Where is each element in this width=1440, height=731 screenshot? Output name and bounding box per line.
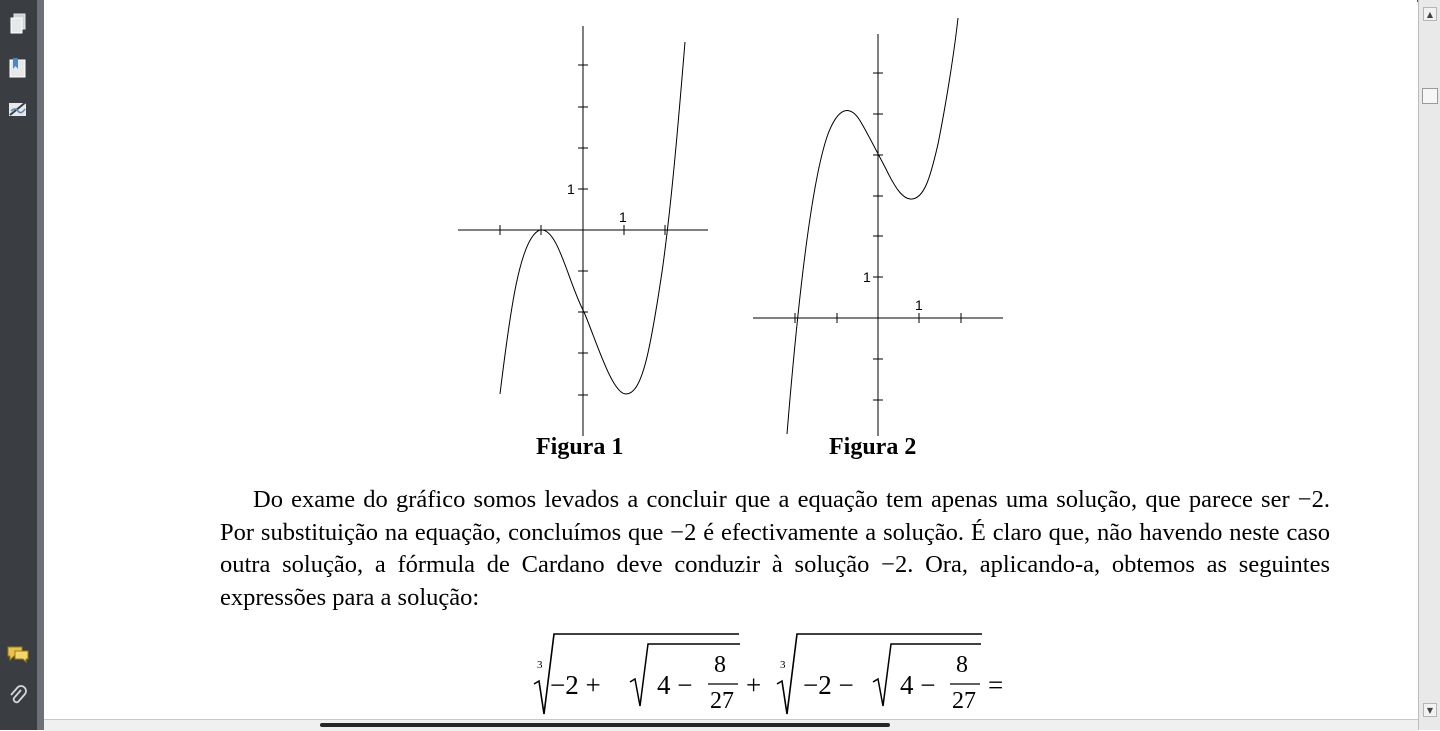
- fraction-denominator-2: 27: [952, 688, 976, 714]
- root-index-2: 3: [780, 659, 786, 671]
- fig1-curve: [500, 42, 685, 394]
- attachments-icon[interactable]: [6, 684, 30, 708]
- fraction-numerator-2: 8: [956, 652, 968, 678]
- figure-2-caption: Figura 2: [829, 434, 917, 460]
- cardano-formula: [484, 628, 1044, 719]
- formula-equals: =: [988, 670, 1004, 700]
- fig2-curve: [787, 18, 958, 434]
- scroll-down-button[interactable]: ▼: [1423, 703, 1437, 717]
- comments-icon[interactable]: [6, 642, 30, 666]
- fig1-y-unit-label: 1: [567, 181, 575, 197]
- horizontal-scroll-area: [44, 719, 1418, 731]
- formula-inner-2: 4 −: [900, 670, 936, 700]
- fig2-y-unit-label: 1: [863, 269, 871, 285]
- navigation-panel: [0, 0, 38, 730]
- fig2-x-unit-label: 1: [915, 297, 923, 313]
- formula-term-2: −2 −: [803, 670, 854, 700]
- formula-plus: +: [746, 670, 762, 700]
- signatures-icon[interactable]: [6, 98, 30, 122]
- fraction-denominator-1: 27: [710, 688, 734, 714]
- formula-term-1: −2 +: [550, 670, 601, 700]
- panel-divider: [37, 0, 44, 730]
- page-shadow: [320, 723, 890, 727]
- formula-inner-1: 4 −: [657, 670, 693, 700]
- fraction-numerator-1: 8: [714, 652, 726, 678]
- document-page: [44, 0, 1417, 719]
- scroll-thumb[interactable]: [1422, 88, 1438, 104]
- vertical-scrollbar[interactable]: [1418, 0, 1440, 730]
- bookmarks-icon[interactable]: [6, 56, 30, 80]
- figure-1-caption: Figura 1: [536, 434, 624, 460]
- scroll-up-button[interactable]: ▲: [1423, 7, 1437, 21]
- figure-2-graph: [750, 14, 1010, 439]
- body-paragraph: Do exame do gráfico somos levados a concluir que a equação tem apenas uma solução, que parece ser −2. Por substituição na equação, concluímos que −2 é efectivamente a solução. É claro que, não havendo neste caso outra solução, a fórmula de Cardano deve conduzir à solução −2. Ora, aplicando-a, obtemos as seguintes expressões para a solução:: [220, 486, 1330, 611]
- root-index-1: 3: [537, 659, 543, 671]
- fig1-x-unit-label: 1: [619, 209, 627, 225]
- figure-1-graph: [454, 22, 714, 442]
- pages-icon[interactable]: [6, 12, 30, 36]
